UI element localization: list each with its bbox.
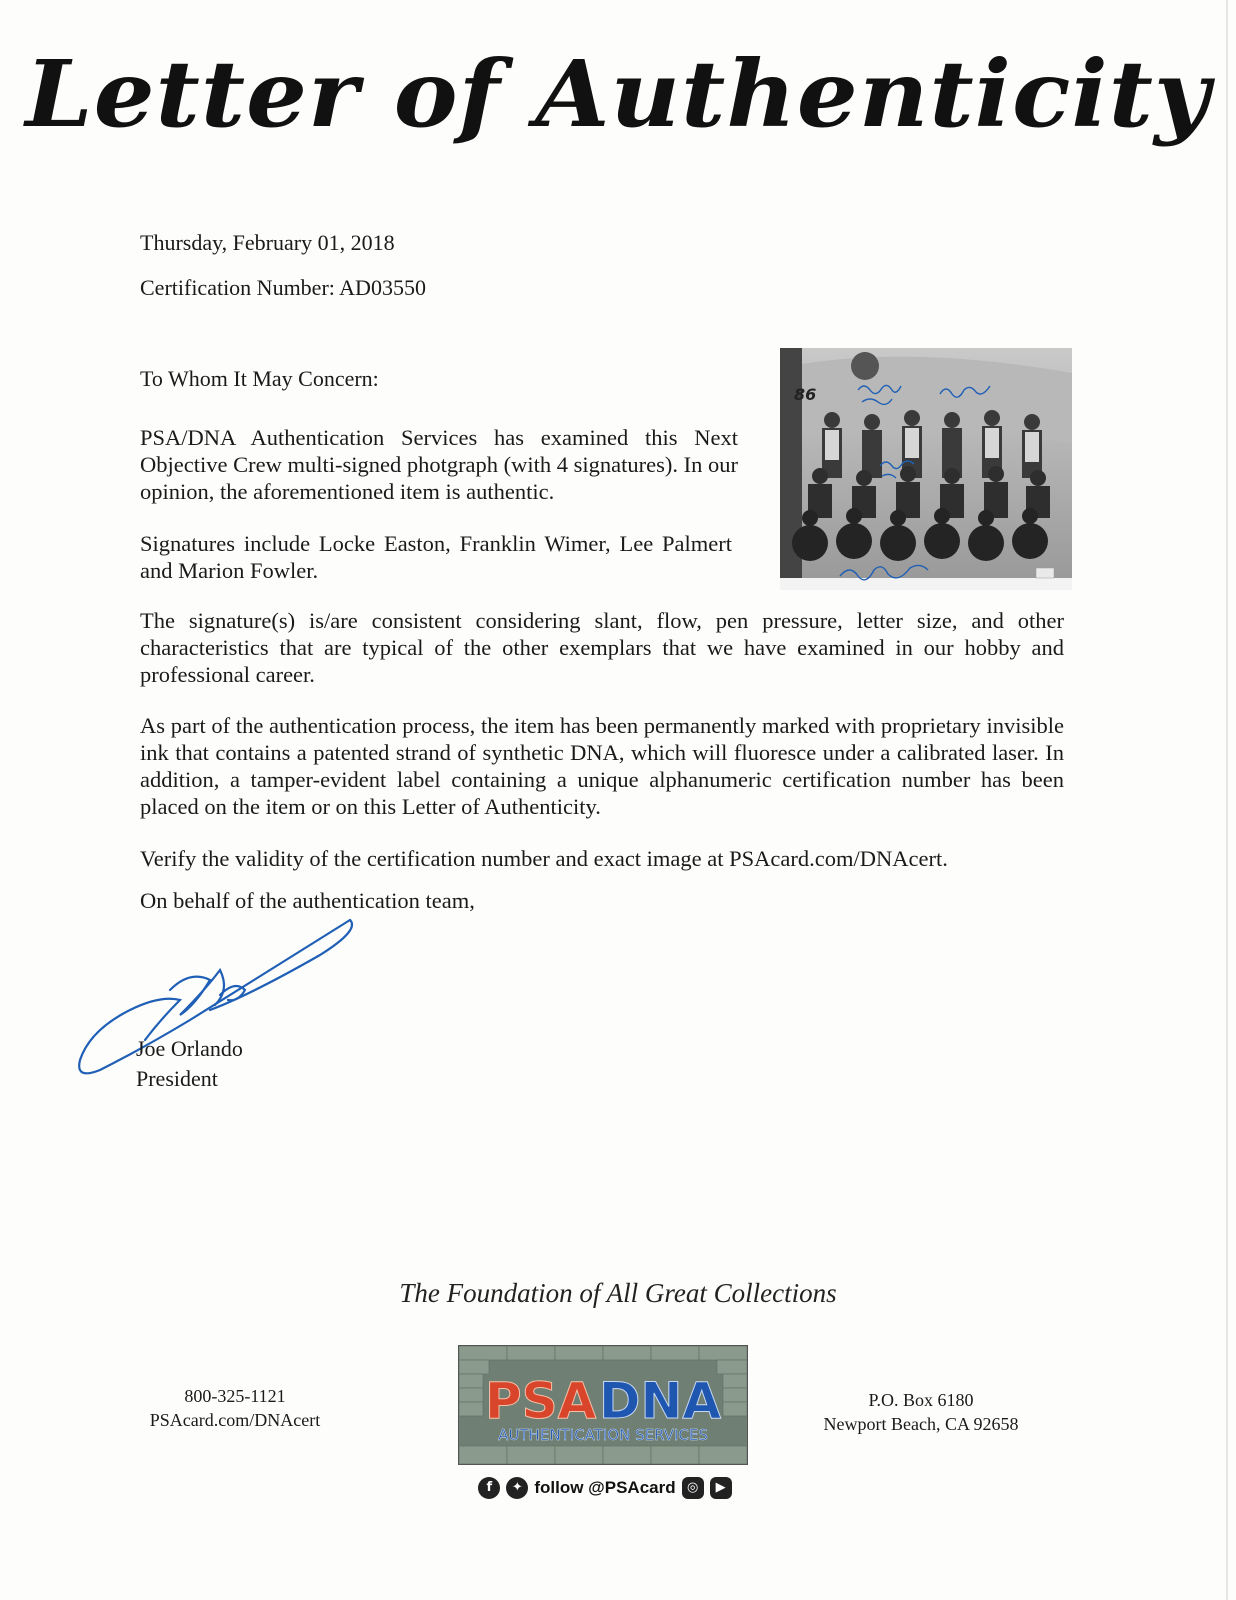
signer-name: Joe Orlando [136,1036,243,1061]
follow-handle: follow @PSAcard [534,1478,676,1497]
footer-contact-right [806,1388,1036,1436]
letter-heading: Letter of Authenticity [25,40,1211,148]
footer-contact-left [140,1384,330,1432]
logo-dna-text: DNA [599,1372,722,1430]
footer-website: PSAcard.com/DNAcert [149,1410,321,1430]
paragraph-consistency: The signature(s) is/are consistent considering slant, flow, pen pressure, letter size, and other characteristics that are typical of the other exemplars that we have examined in our hobby and professional career. [140,608,1064,687]
footer-phone: 800-325-1121 [184,1386,286,1406]
logo-sub-text: AUTHENTICATION SERVICES [498,1426,708,1444]
scan-edge [1226,0,1228,1600]
paragraph-process: As part of the authentication process, the item has been permanently marked with proprietary invisible ink that contains a patented strand of synthetic DNA, which will fluoresce under a calibrated laser. In addition, a tamper-evident label containing a unique alphanumeric certification number has been placed on the item or on this Letter of Authenticity. [140,713,1064,819]
signed-crew-photo [780,348,1072,590]
social-follow [460,1472,750,1504]
paragraph-verify: Verify the validity of the certification number and exact image at PSAcard.com/DNAcert. [140,846,948,871]
logo-hologram [459,1346,747,1464]
signer-title: President [136,1066,218,1091]
closing-line: On behalf of the authentication team, [140,888,475,913]
crew-photo-image [780,348,1072,590]
letter-date: Thursday, February 01, 2018 [140,230,395,255]
psa-dna-logo [458,1345,748,1465]
facebook-icon[interactable]: f [478,1477,500,1499]
certification-number: Certification Number: AD03550 [140,275,426,300]
footer-po-box: P.O. Box 6180 [868,1390,974,1410]
paragraph-examination: PSA/DNA Authentication Services has examined this Next Objective Crew multi-signed photgraph (with 4 signatures). In our opinion, the aforementioned item is authentic. [140,425,738,504]
logo-psa-text: PSA [485,1372,597,1430]
instagram-icon[interactable]: ◎ [682,1477,704,1499]
twitter-icon[interactable]: ✦ [506,1477,528,1499]
footer-city: Newport Beach, CA 92658 [823,1414,1019,1434]
youtube-icon[interactable]: ▶ [710,1477,732,1499]
paragraph-signatures: Signatures include Locke Easton, Franklin Wimer, Lee Palmert and Marion Fowler. [140,531,732,583]
salutation: To Whom It May Concern: [140,366,379,391]
footer-tagline: The Foundation of All Great Collections [399,1278,837,1308]
aircraft-number: 86 [794,385,817,404]
